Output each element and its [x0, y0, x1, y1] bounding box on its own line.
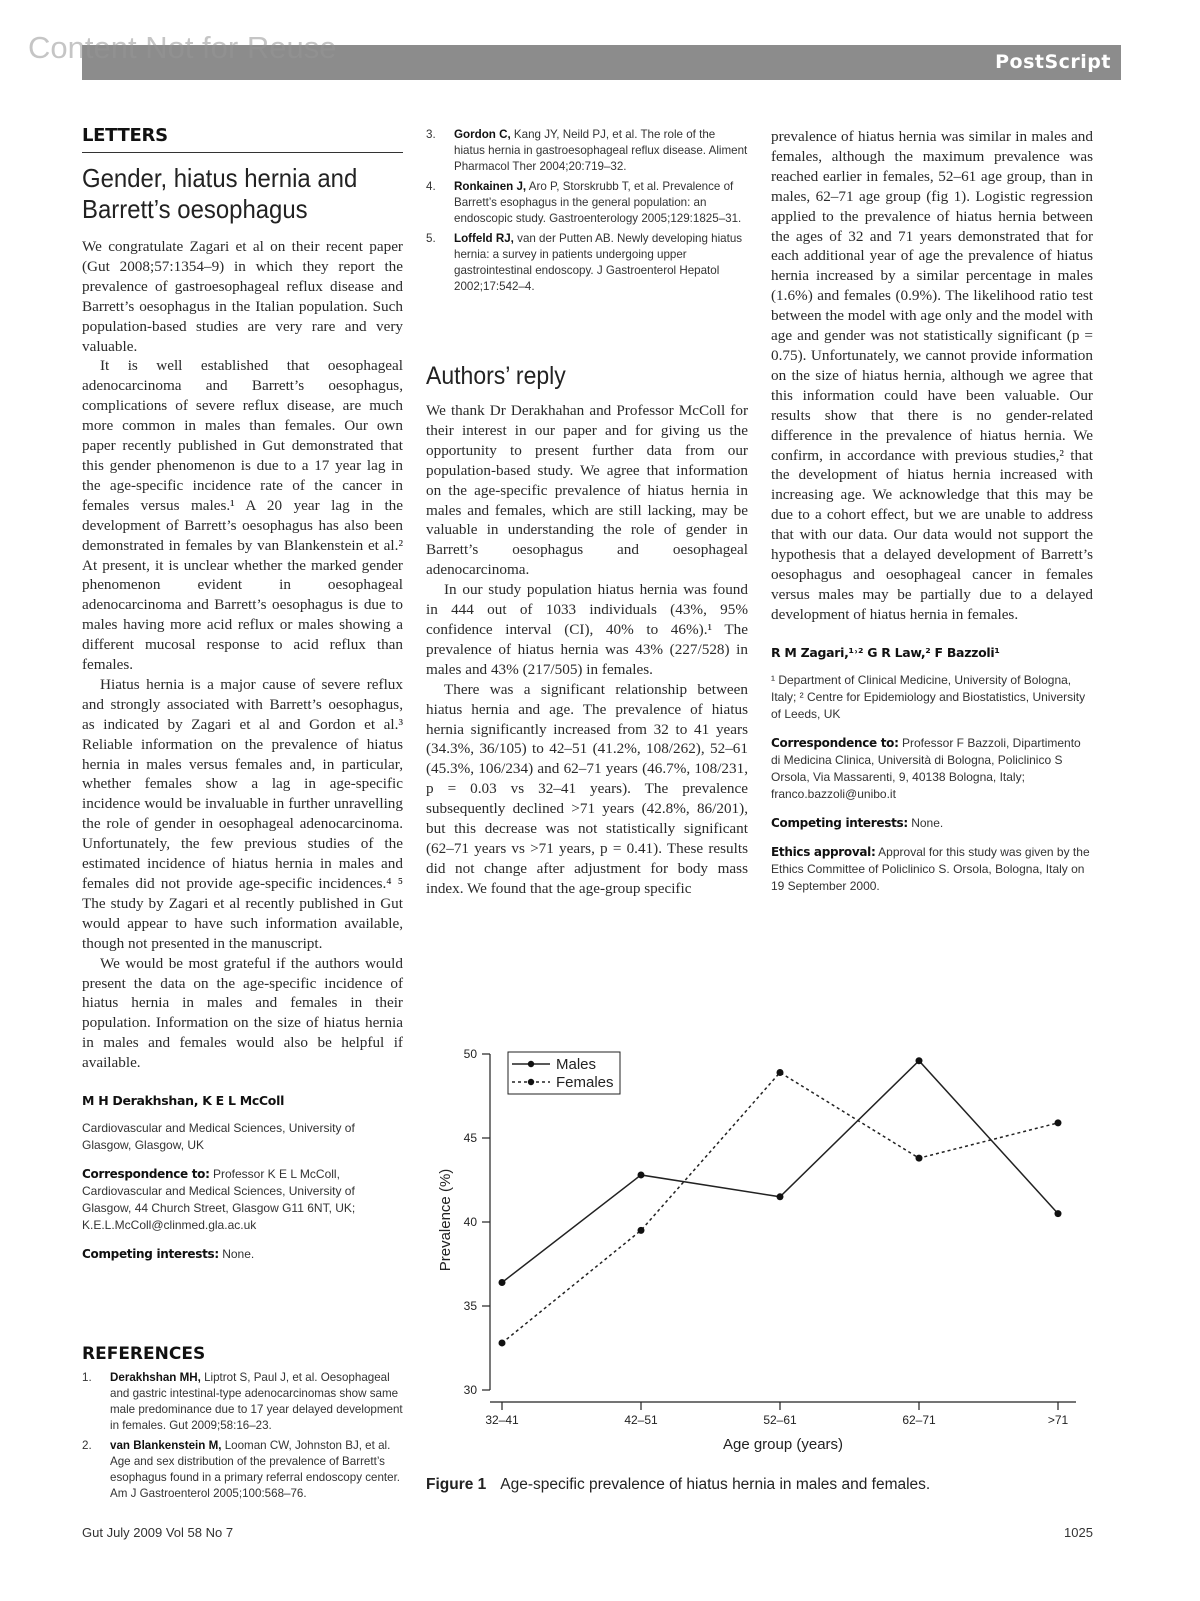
reference-text: Kang JY, Neild PJ, et al. The role of the hiatus hernia in gastroesophageal reflux disease. Aliment Pharmacol Ther 2004;20:719–32.	[454, 128, 748, 173]
correspondence-text: Professor K E L McColl, Cardiovascular and Medical Sciences, University of Glasgow, 44 Church Street, Glasgow G11 6NT, UK; K.E.L.McColl@clinmed.gla.ac.uk	[82, 1167, 356, 1233]
y-tick-label: 50	[463, 1047, 477, 1061]
reference-number: 3.	[426, 128, 436, 141]
reference-number: 2.	[82, 1439, 92, 1452]
x-tick-label: 62–71	[902, 1413, 936, 1427]
males-legend-label: Males	[556, 1056, 597, 1073]
section-tag: PostScript	[995, 51, 1111, 73]
section-label: LETTERS	[82, 125, 403, 153]
reference-number: 4.	[426, 180, 436, 193]
y-tick-label: 45	[463, 1131, 477, 1145]
y-tick-label: 35	[463, 1299, 477, 1313]
reference-text: Liptrot S, Paul J, et al. Oesophageal and gastric intestinal-type adenocarcinomas show same male predominance due to 17 year delayed development in females. Gut 2009;58:16–23.	[110, 1371, 403, 1432]
reference-author: Gordon C,	[454, 128, 511, 141]
reply-body	[426, 401, 748, 899]
competing-label: Competing interests:	[771, 815, 908, 830]
reply-affiliation: ¹ Department of Clinical Medicine, University of Bologna, Italy; ² Centre for Epidemiology and Biostatistics, University of Leeds, UK	[771, 672, 1086, 721]
x-tick-label: 32–41	[485, 1413, 519, 1427]
reference-item	[82, 1438, 403, 1502]
competing-text: None.	[222, 1247, 255, 1262]
chart-axes	[464, 1047, 1076, 1427]
y-axis-label: Prevalence (%)	[437, 1168, 454, 1272]
reference-text: Looman CW, Johnston BJ, et al. Age and sex distribution of the prevalence of Barrett’s esophagus found in a primary referral endoscopy center. Am J Gastroenterol 2005;100:568–76.	[110, 1439, 401, 1500]
competing-text: None.	[911, 815, 944, 830]
females-series-line	[502, 1072, 1058, 1342]
males-data-point	[499, 1279, 506, 1286]
references-block	[82, 1344, 403, 1506]
ethics-text: Approval for this study was given by the Ethics Committee of Policlinico S. Orsola, Bologna, Italy on 19 September 2000.	[771, 844, 1090, 893]
reply-ethics	[771, 844, 1093, 895]
reply-paragraph: prevalence of hiatus hernia was similar in males and females, although the maximum prevalence was reached earlier in females, 52–61 age group, than in males, 62–71 age group (fig 1). Logistic regression applied to the prevalence of hiatus hernia between the ages of 32 and 71 years demonstrated that for each additional year of age the prevalence of hiatus hernia increased by a similar percentage in males (1.6%) and females (0.9%). The likelihood ratio test between the model with age only and the model with age and gender was not statistically significant (p = 0.75). Unfortunately, we cannot provide information on the size of hiatus hernia, although we agree that this information could have been valuable. Our results show that there is no gender-related difference in the prevalence of hiatus hernia. We confirm, in accordance with previous studies,² that the development of hiatus hernia increased with increasing age. We acknowledge that this may be due to a cohort effect, but we are unable to address that with our data. Our data would not support the hypothesis that a delayed development of Barrett’s oesophagus and oesophageal cancer in females versus males may be partially due to a delayed development of hiatus hernia in females.	[771, 128, 1093, 623]
females-data-point	[638, 1227, 645, 1234]
reference-text: Aro P, Storskrubb T, et al. Prevalence of Barrett’s esophagus in the general population: an endoscopic study. Gastroenterology 2005;129:1825–31.	[454, 180, 742, 225]
correspondence-text: Professor F Bazzoli, Dipartimento di Medicina Clinica, Università di Bologna, Policlinico S Orsola, Via Massarenti, 9, 40138 Bologna, Italy; franco.bazzoli@unibo.it	[771, 735, 1081, 801]
females-legend-label: Females	[556, 1074, 614, 1091]
males-legend-marker	[528, 1061, 534, 1067]
correspondence-label: Correspondence to:	[771, 735, 899, 750]
females-data-point	[916, 1155, 923, 1162]
ethics-label: Ethics approval:	[771, 844, 876, 859]
reply-authors: R M Zagari,¹˒² G R Law,² F Bazzoli¹	[771, 644, 1000, 660]
letter-affiliation: Cardiovascular and Medical Sciences, University of Glasgow, Glasgow, UK	[82, 1121, 355, 1153]
references-label: REFERENCES	[82, 1344, 206, 1364]
reference-item	[82, 1370, 403, 1434]
reference-author: Ronkainen J,	[454, 180, 527, 193]
reply-title: Authors’ reply	[426, 362, 566, 390]
letter-paragraph: We would be most grateful if the authors would present the data on the age-specific incidence of hiatus hernia in males and females in their population. Information on the size of hiatus hernia in males and females would also be helpful if available.	[82, 954, 403, 1072]
letter-paragraph: We congratulate Zagari et al on their recent paper (Gut 2008;57:1354–9) in which they report the prevalence of gastroesophageal reflux disease and Barrett’s oesophagus in the Italian population. Such population-based studies are very rare and very valuable.	[82, 238, 403, 355]
reply-paragraph: In our study population hiatus hernia was found in 444 out of 1033 individuals (43%, 95% confidence interval (CI), 40% to 46%).¹ The prevalence of hiatus hernia was 43% (227/528) in males and 43% (217/505) in females.	[426, 581, 748, 678]
letter-competing	[82, 1246, 403, 1263]
reply-correspondence	[771, 735, 1093, 803]
reply-body-continued	[771, 127, 1093, 625]
letter-body	[82, 237, 403, 1073]
reference-item	[426, 127, 748, 175]
letter-paragraph: It is well established that oesophageal adenocarcinoma and Barrett’s oesophagus, complications of severe reflux disease, are much more common in males than females. Our own paper recently published in Gut demonstrated that this gender phenomenon is due to a 17 year lag in the age-specific incidence rate of the cancer in females versus males.¹ A 20 year lag in the development of Barrett’s oesophagus has also been demonstrated in females by van Blankenstein et al.² At present, it is unclear whether the marked gender phenomenon evident in oesophageal adenocarcinoma and Barrett’s oesophagus is due to males having more acid reflux or males showing a different mucosal response to acid reflux than females.	[82, 357, 403, 674]
chart-legend	[508, 1052, 620, 1094]
references-continued	[426, 127, 748, 299]
letter-title: Gender, hiatus hernia and Barrett’s oesophagus	[82, 163, 358, 224]
reference-author: Derakhshan MH,	[110, 1371, 201, 1384]
letter-authors: M H Derakhshan, K E L McColl	[82, 1093, 285, 1109]
figure-label: Figure 1	[426, 1476, 487, 1493]
chart-series	[499, 1057, 1062, 1346]
x-tick-label: >71	[1047, 1413, 1069, 1427]
footer-page-number: 1025	[1064, 1525, 1093, 1540]
females-data-point	[499, 1339, 506, 1346]
reply-column	[426, 362, 748, 899]
reply-column-continued	[771, 127, 1093, 895]
letter-correspondence	[82, 1166, 403, 1234]
competing-label: Competing interests:	[82, 1247, 219, 1262]
watermark: Content Not for Reuse	[28, 30, 337, 65]
letter-paragraph: Hiatus hernia is a major cause of severe reflux and strongly associated with Barrett’s oesophagus, as indicated by Zagari et al and Gordon et al.³ Reliable information on the prevalence of hiatus hernia in males versus females and, in particular, whether females show a lag in age-specific incidence would be invaluable in further unravelling the role of gender in oesophageal adenocarcinoma. Unfortunately, the few previous studies of the estimated incidence of hiatus hernia in males and females did not provide age-specific incidences.⁴ ⁵ The study by Zagari et al recently published in Gut would appear to have such information available, though not presented in the manuscript.	[82, 675, 403, 952]
reference-number: 1.	[82, 1371, 92, 1384]
reference-item	[426, 179, 748, 227]
x-axis-label: Age group (years)	[722, 1436, 844, 1453]
reply-competing	[771, 815, 1093, 832]
females-data-point	[777, 1069, 784, 1076]
y-tick-label: 40	[463, 1215, 477, 1229]
reference-author: van Blankenstein M,	[110, 1439, 222, 1452]
females-data-point	[1055, 1119, 1062, 1126]
x-tick-label: 52–61	[763, 1413, 797, 1427]
reference-text: van der Putten AB. Newly developing hiatus hernia: a survey in patients undergoing upper gastrointestinal endoscopy. J Gastroenterol Hepatol 2002;17:542–4.	[454, 232, 743, 293]
reply-paragraph: There was a significant relationship between hiatus hernia and age. The prevalence of hiatus hernia significantly increased from 32 to 41 years (34.3%, 36/105) to 42–51 (41.2%, 108/262), 52–61 (45.3%, 106/234) and 62–71 years (46.7%, 108/231, p = 0.03 vs 32–41 years). The prevalence subsequently declined >71 years (42.8%, 86/201), but this decrease was not statistically significant (62–71 years vs >71 years, p = 0.41). These results did not change after adjustment for body mass index. We found that the age-group specific	[426, 680, 748, 897]
reference-number: 5.	[426, 232, 436, 245]
figure-caption-text: Age-specific prevalence of hiatus hernia in males and females.	[500, 1476, 931, 1493]
males-data-point	[777, 1193, 784, 1200]
correspondence-label: Correspondence to:	[82, 1167, 210, 1182]
males-data-point	[916, 1057, 923, 1064]
y-tick-label: 30	[463, 1383, 477, 1397]
footer-journal: Gut July 2009 Vol 58 No 7	[82, 1525, 234, 1540]
males-data-point	[638, 1171, 645, 1178]
males-data-point	[1055, 1210, 1062, 1217]
reply-paragraph: We thank Dr Derakhahan and Professor McColl for their interest in our paper and for giving us the opportunity to present further data from our population-based study. We agree that information on the age-specific prevalence of hiatus hernia in males and females, which are still lacking, may be valuable in understanding the role of gender in Barrett’s oesophagus and oesophageal adenocarcinoma.	[426, 402, 748, 579]
reference-author: Loffeld RJ,	[454, 232, 514, 245]
letter-column	[82, 125, 403, 1263]
females-legend-marker	[528, 1079, 534, 1085]
reference-item	[426, 231, 748, 295]
figure-caption	[426, 1476, 1126, 1494]
x-tick-label: 42–51	[624, 1413, 658, 1427]
prevalence-chart	[426, 1040, 1106, 1460]
